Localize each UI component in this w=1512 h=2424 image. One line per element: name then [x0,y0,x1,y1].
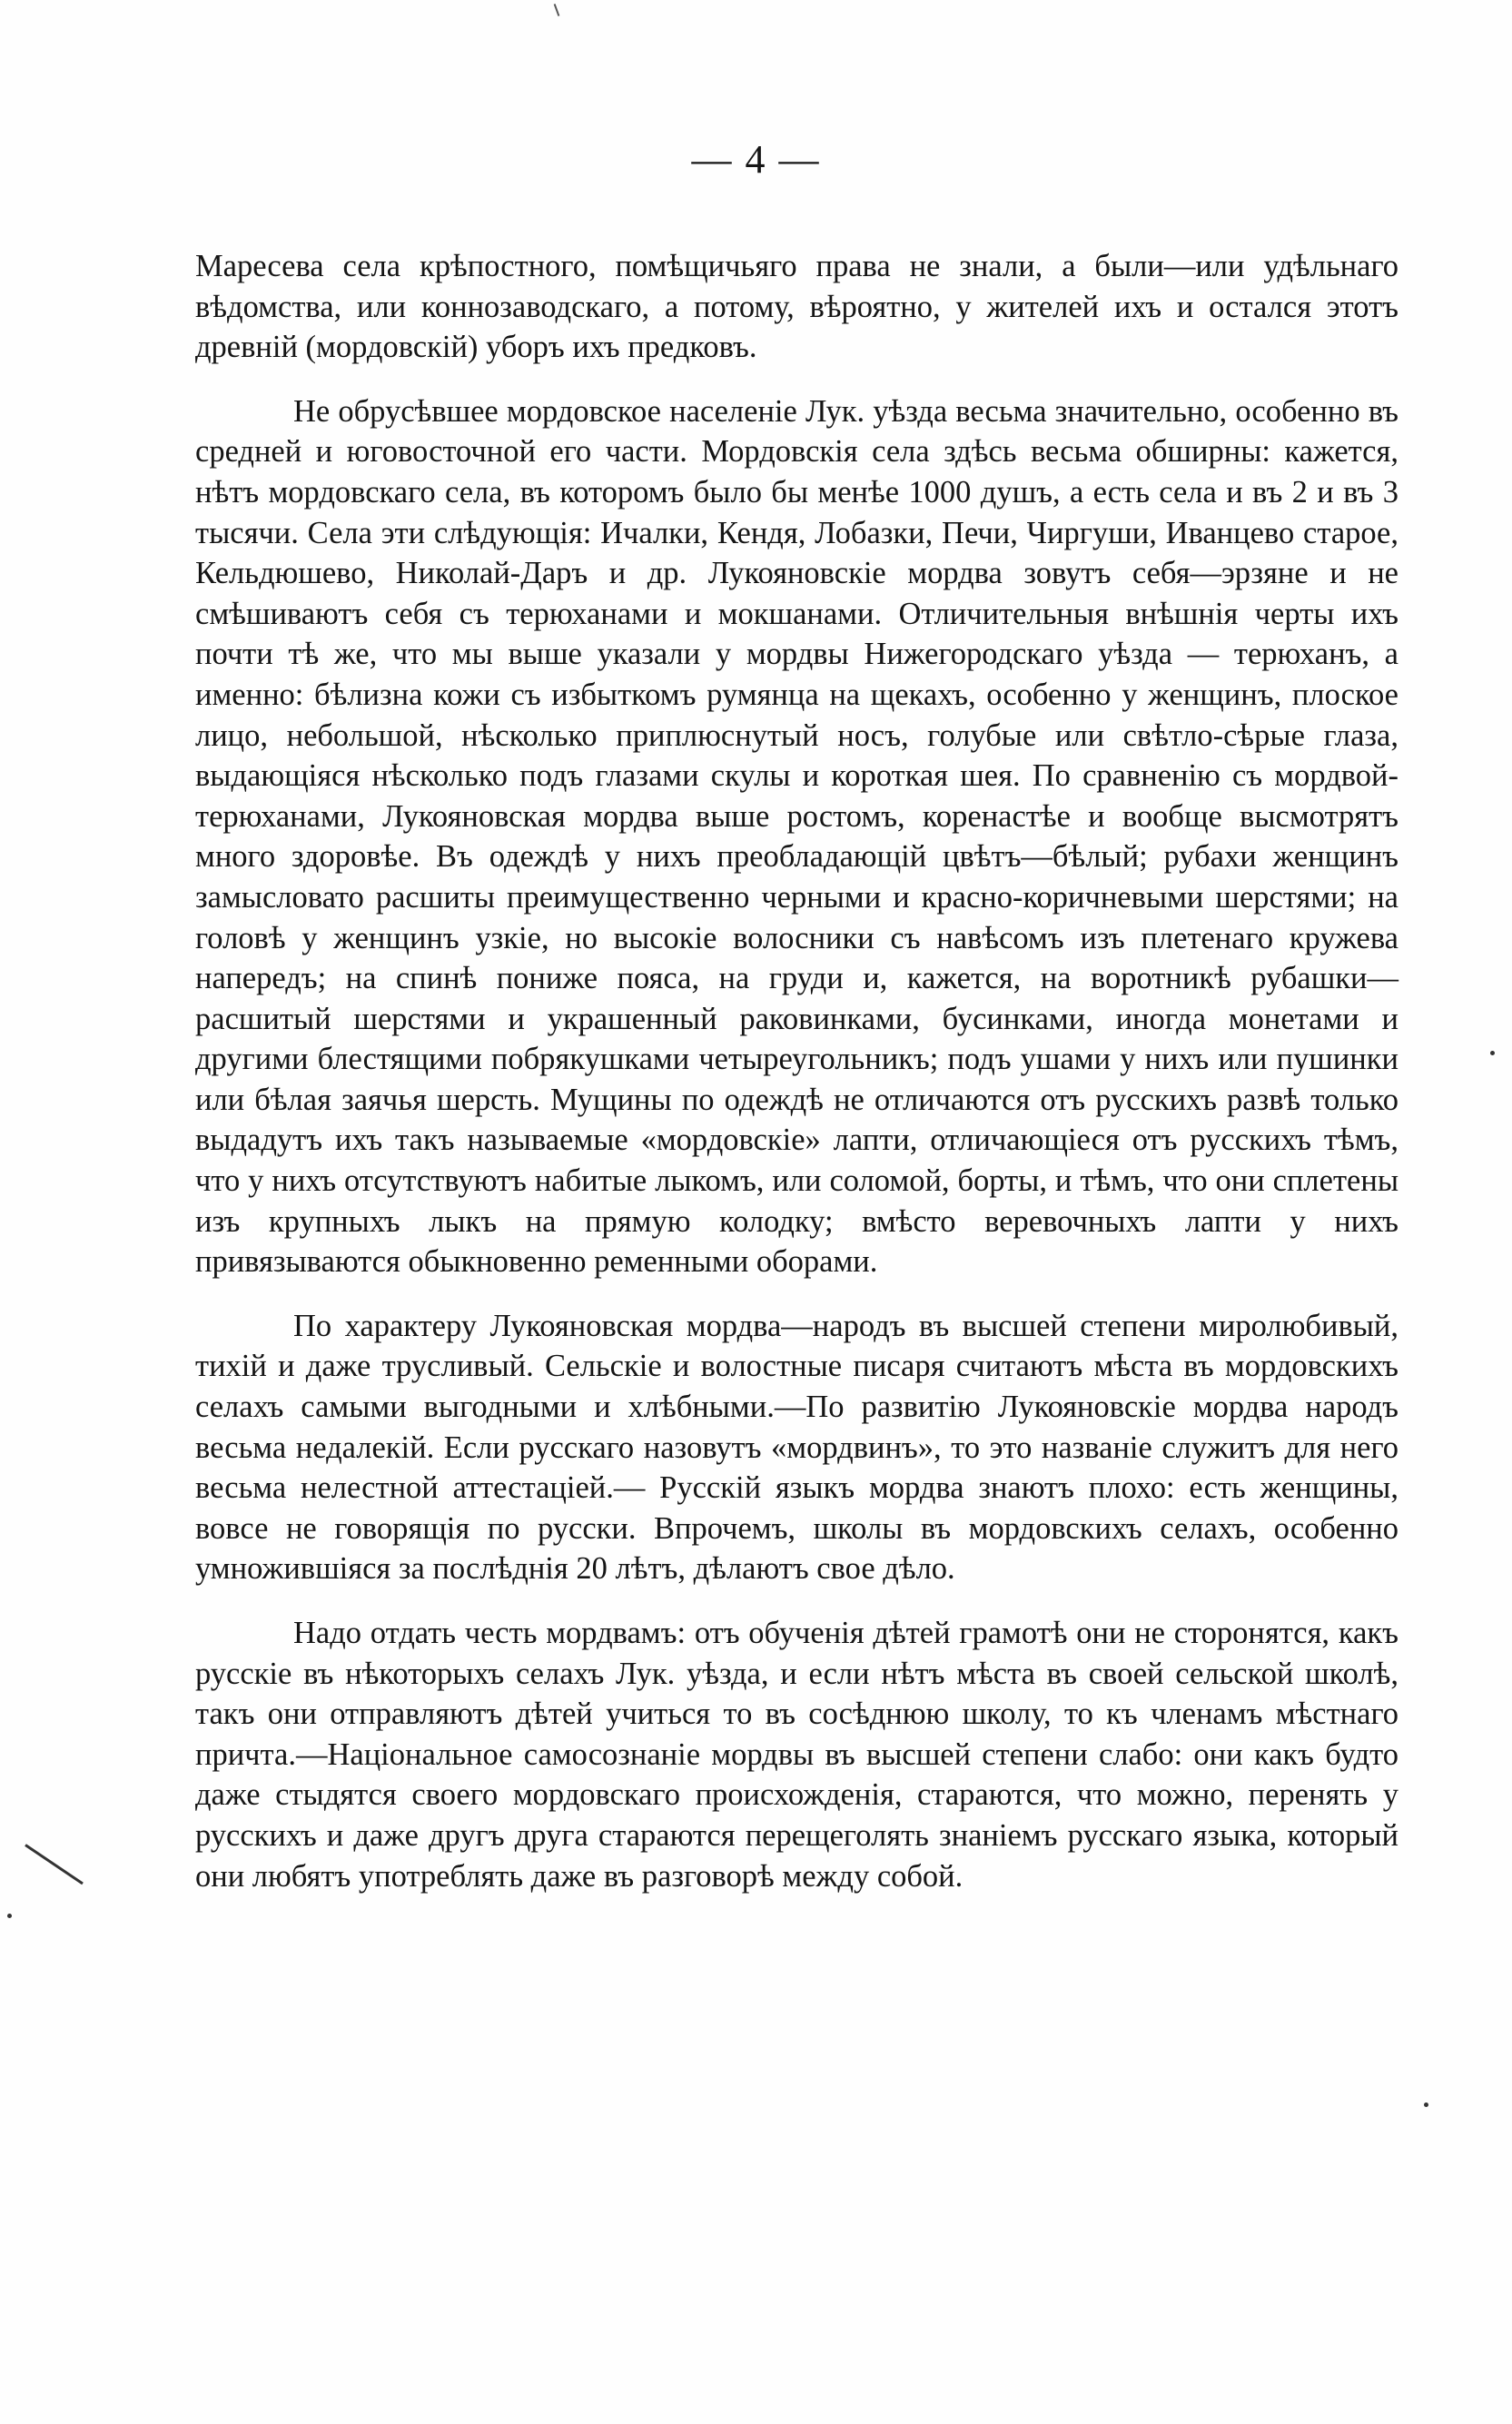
scan-artifact-dot [1424,2102,1428,2107]
scan-artifact-dot [7,1914,12,1918]
paragraph-mordva-education: Надо отдать честь мордвамъ: отъ обученія дѣтей грамотѣ они не сторонятся, какъ русскіе въ нѣкоторыхъ селахъ Лук. уѣзда, и если нѣтъ мѣста въ своей сельской школѣ, такъ они отправляютъ дѣтей учиться то въ сосѣднюю школу, то къ членамъ мѣстнаго причта.—Національное самосознаніе мордвы въ высшей степени слабо: они какъ будто даже стыдятся своего мордовскаго происхожденія, стараются, что можно, перенять у русскихъ и даже другъ друга стараются перещеголять знаніемъ русскаго языка, который они любятъ употреблять даже въ разговорѣ между собой. [195,1616,1398,1894]
paragraph-mordva-character: По характеру Лукояновская мордва—народъ въ высшей степени миролюбивый, тихій и даже трусливый. Сельскіе и волостные писаря считаютъ мѣста въ мордовскихъ селахъ самыми выгодными и хлѣбными.—По развитію Лукояновскіе мордва народъ весьма недалекій. Если русскаго назовутъ «мордвинъ», то это названіе служитъ для него весьма нелестной аттестаціей.— Русскій языкъ мордва знаютъ плохо: есть женщины, вовсе не говорящія по русски. Впрочемъ, школы въ мордовскихъ селахъ, особенно умножившіяся за послѣднія 20 лѣтъ, дѣлаютъ свое дѣло. [195,1308,1398,1587]
page-body-text [195,246,1398,1920]
scan-artifact-stroke [25,1844,84,1885]
page-number: — 4 — [691,137,821,182]
scan-artifact-mark [554,4,560,16]
scan-artifact-dot [1490,1051,1495,1055]
paragraph-mordva-population: Не обрусѣвшее мордовское населеніе Лук. уѣзда весьма значительно, особенно въ средней и юговосточной его части. Мордовскія села здѣсь весьма обширны: кажется, нѣтъ мордовскаго села, въ которомъ было бы менѣе 1000 душъ, а есть села и въ 2 и въ 3 тысячи. Села эти слѣдующія: Ичалки, Кендя, Лобазки, Печи, Чиргуши, Иванцево старое, Кельдюшево, Николай-Даръ и др. Лукояновскіе мордва зовутъ себя—эрзяне и не смѣшиваютъ себя съ терюханами и мокшанами. Отличительныя внѣшнія черты ихъ почти тѣ же, что мы выше указали у мордвы Нижегородскаго уѣзда — терюханъ, а именно: бѣлизна кожи съ избыткомъ румянца на щекахъ, особенно у женщинъ, плоское лицо, небольшой, нѣсколько приплюснутый носъ, голубые или свѣтло-сѣрые глаза, выдающіяся нѣсколько подъ глазами скулы и короткая шея. По сравненію съ мордвой-терюханами, Лукояновская мордва выше ростомъ, коренастѣе и вообще высмотрятъ много здоровѣе. Въ одеждѣ у нихъ преобладающій цвѣтъ—бѣлый; рубахи женщинъ замысловато расшиты преимущественно черными и красно-коричневыми шерстями; на головѣ у женщинъ узкіе, но высокіе волосники съ навѣсомъ изъ плетенаго кружева напередъ; на спинѣ пониже пояса, на груди и, кажется, на воротникѣ рубашки—расшитый шерстями и украшенный раковинками, бусинками, иногда монетами и другими блестящими побрякушками четыреугольникъ; подъ ушами у нихъ или пушинки или бѣлая заячья шерсть. Мущины по одеждѣ не отличаются отъ русскихъ развѣ только выдадутъ ихъ такъ называемые «мордовскіе» лапти, отличающіеся отъ русскихъ тѣмъ, что у нихъ отсутствуютъ набитые лыкомъ, или соломой, борты, и тѣмъ, что они сплетены изъ крупныхъ лыкъ на прямую колодку; вмѣсто веревочныхъ лапти у нихъ привязываются обыкновенно ременными оборами. [195,393,1398,1280]
paragraph-continuation: Маресева села крѣпостного, помѣщичьяго права не знали, а были—или удѣльнаго вѣдомства, или коннозаводскаго, а потому, вѣроятно, у жителей ихъ и остался этотъ древній (мордовскій) уборъ ихъ предковъ. [195,249,1398,365]
